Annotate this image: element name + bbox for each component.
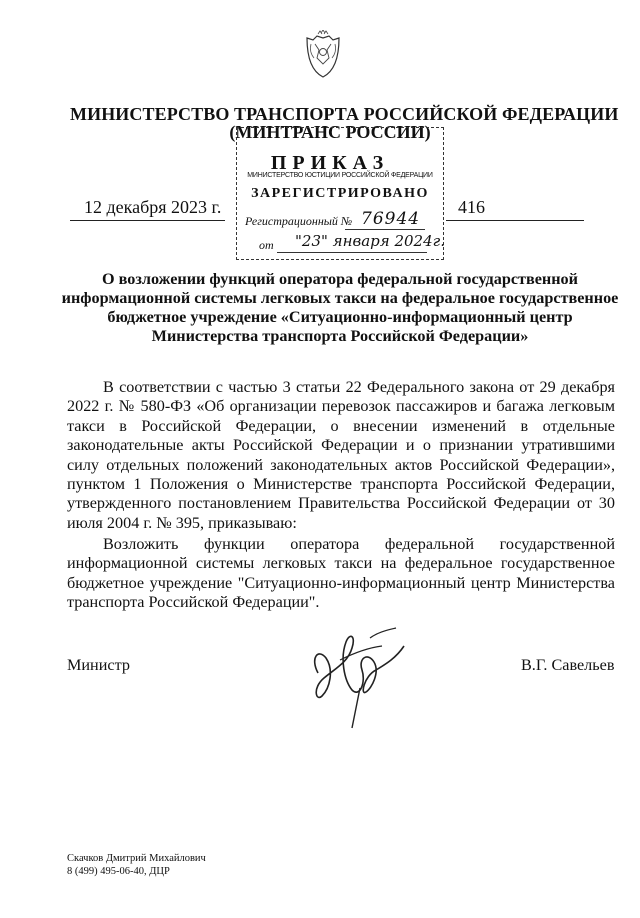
contact-phone: 8 (499) 495-06-40, ДЦР — [67, 866, 170, 877]
handwritten-signature-icon — [300, 618, 420, 738]
number-underline — [446, 220, 584, 221]
stamp-date-underline — [277, 252, 427, 253]
stamp-registered-text: ЗАРЕГИСТРИРОВАНО — [251, 186, 429, 201]
date-underline — [70, 220, 225, 221]
stamp-from-label: от — [259, 238, 274, 252]
order-number: 416 — [458, 197, 485, 217]
registration-stamp — [236, 127, 444, 260]
stamp-reg-label: Регистрационный № — [245, 214, 353, 228]
stamp-ministry-text: МИНИСТЕРСТВО ЮСТИЦИИ РОССИЙСКОЙ ФЕДЕРАЦИИ — [247, 172, 433, 179]
order-title: ПРИКАЗ — [270, 152, 390, 174]
signer-name: В.Г. Савельев — [521, 656, 615, 674]
signer-title: Министр — [67, 656, 130, 674]
body-paragraph-1: В соответствии с частью 3 статьи 22 Федерального закона от 29 декабря 2022 г. № 580-ФЗ «Об организации перевозок пассажиров и багажа легковым такси в Российской Федерации, о внесении изменений в отдельные законодательные акты Российской Федерации и о признании утратившими силу отдельных положений законодательных актов Российской Федерации», пунктом 1 Положения о Министерстве транспорта Российской Федерации, утвержденного постановлением Правительства Российской Федерации от 30 июля 2004 г. № 395, приказываю: — [67, 378, 615, 532]
stamp-from-date: "23" января 2024г. — [295, 232, 445, 250]
contact-info — [67, 852, 206, 878]
stamp-reg-underline — [345, 229, 425, 230]
order-date: 12 декабря 2023 г. — [84, 197, 222, 217]
stamp-reg-number: 76944 — [361, 209, 421, 229]
coat-of-arms-icon — [303, 30, 343, 80]
document-title: О возложении функций оператора федеральной государственной информационной системы легковых такси на федеральное государственное бюджетное учреждение «Ситуационно-информационный центр Министерства транспорта Российской Федерации» — [61, 270, 619, 345]
ministry-name: МИНИСТЕРСТВО ТРАНСПОРТА РОССИЙСКОЙ ФЕДЕРАЦИИ — [70, 104, 619, 124]
contact-name: Скачков Дмитрий Михайлович — [67, 853, 206, 864]
ministry-short-name: (МИНТРАНС РОССИИ) — [229, 122, 431, 142]
body-paragraph-2: Возложить функции оператора федеральной государственной информационной системы легковых такси на федеральное государственное бюджетное учреждение "Ситуационно-информационный центр Министерства транспорта Российской Федерации". — [67, 535, 615, 612]
